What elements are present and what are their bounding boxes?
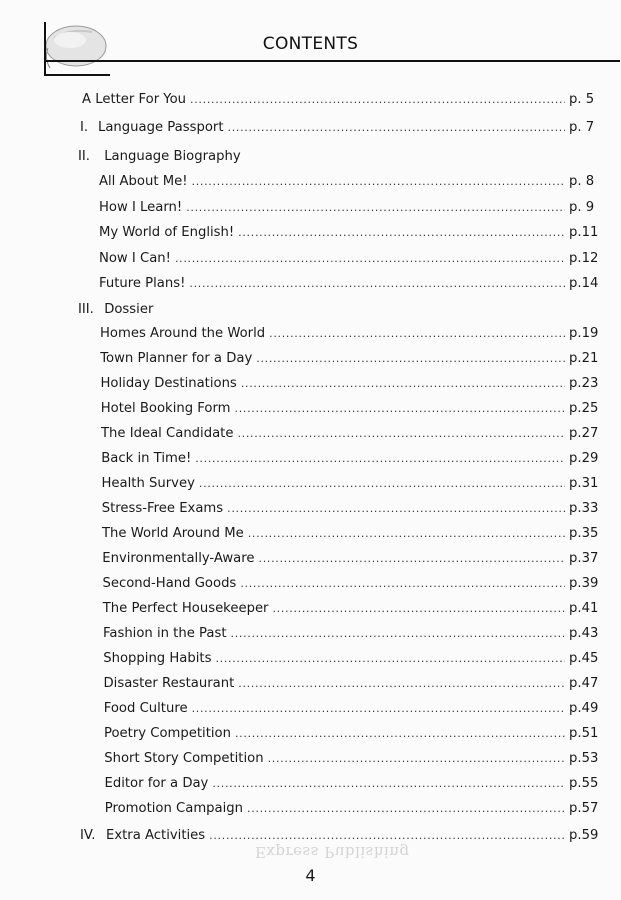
toc-entry-label: Extra Activities — [106, 828, 206, 843]
section-number: IV. — [80, 828, 96, 843]
toc-entry-label: All About Me! — [99, 174, 188, 189]
leader-dots — [237, 427, 565, 440]
toc-entry-page: p.45 — [569, 651, 599, 666]
toc-entry-page: p.11 — [569, 225, 599, 240]
leader-dots — [190, 93, 565, 106]
toc-entry-label: Homes Around the World — [100, 326, 266, 341]
section-heading-dossier — [78, 302, 153, 317]
toc-entry-label: Town Planner for a Day — [100, 351, 253, 366]
toc-entry[interactable] — [99, 225, 603, 240]
leader-dots — [199, 477, 565, 490]
toc-entry-label: Second-Hand Goods — [102, 576, 237, 591]
toc-entry-page: p.31 — [569, 476, 599, 491]
toc-entry-page: p.37 — [569, 551, 599, 566]
toc-entry-page: p.43 — [569, 626, 599, 641]
toc-entry-label: Short Story Competition — [104, 751, 264, 766]
toc-entry[interactable] — [103, 626, 603, 641]
toc-entry-page: p. 8 — [569, 174, 595, 189]
toc-entry-page: p.41 — [569, 601, 599, 616]
leader-dots — [259, 552, 565, 565]
toc-entry-page: p.51 — [569, 726, 599, 741]
toc-entry[interactable] — [101, 401, 603, 416]
toc-entry-label: Future Plans! — [99, 276, 186, 291]
toc-entry[interactable] — [102, 551, 603, 566]
toc-entry-page: p.23 — [569, 376, 599, 391]
leader-dots — [192, 702, 565, 715]
leader-dots — [189, 277, 565, 290]
toc-entry[interactable] — [102, 501, 603, 516]
leader-dots — [175, 252, 565, 265]
toc-entry-label: Promotion Campaign — [104, 801, 244, 816]
toc-entry-page: p. 7 — [569, 120, 595, 135]
toc-entry-label: Holiday Destinations — [100, 376, 237, 391]
leader-dots — [272, 602, 565, 615]
toc-entry[interactable] — [100, 351, 603, 366]
toc-entry-page: p.33 — [569, 501, 599, 516]
leader-dots — [192, 175, 565, 188]
toc-entry-label: Shopping Habits — [103, 651, 212, 666]
section-number: III. — [78, 302, 94, 317]
toc-entry-page: p.57 — [569, 801, 599, 816]
toc-entry[interactable] — [101, 451, 603, 466]
leader-dots — [240, 577, 565, 590]
toc-entry[interactable] — [103, 651, 603, 666]
publisher-watermark: Express Publishing — [255, 843, 410, 861]
toc-entry-label: The World Around Me — [102, 526, 244, 541]
toc-entry-label: A Letter For You — [82, 92, 187, 107]
toc-entry[interactable] — [104, 701, 603, 716]
leader-dots — [235, 402, 566, 415]
toc-entry-page: p.25 — [569, 401, 599, 416]
toc-entry[interactable] — [99, 174, 603, 189]
toc-entry[interactable] — [105, 776, 604, 791]
toc-entry-extra-activities[interactable] — [80, 828, 603, 843]
toc-entry[interactable] — [99, 200, 603, 215]
toc-entry[interactable] — [101, 426, 603, 441]
leader-dots — [209, 829, 565, 842]
toc-entry-label: Health Survey — [101, 476, 195, 491]
toc-entry-label: Disaster Restaurant — [103, 676, 235, 691]
toc-entry-page: p.55 — [569, 776, 599, 791]
toc-entry-page: p.21 — [569, 351, 599, 366]
leader-dots — [227, 502, 565, 515]
toc-entry[interactable] — [105, 801, 603, 816]
toc-entry-page: p.35 — [569, 526, 599, 541]
page-title: CONTENTS — [262, 34, 359, 54]
toc-entry[interactable] — [104, 751, 603, 766]
toc-entry[interactable] — [100, 326, 603, 341]
leader-dots — [186, 201, 565, 214]
section-label: Language Biography — [104, 149, 241, 164]
leader-dots — [212, 777, 565, 790]
toc-entry-label: The Perfect Housekeeper — [102, 601, 269, 616]
toc-entry-letter[interactable] — [82, 92, 603, 107]
toc-entry-page: p. 5 — [569, 92, 595, 107]
toc-entry-page: p.39 — [569, 576, 599, 591]
toc-entry[interactable] — [103, 601, 603, 616]
leader-dots — [248, 527, 565, 540]
toc-entry[interactable] — [101, 376, 604, 391]
section-number: II. — [78, 149, 90, 164]
toc-entry-page: p.19 — [569, 326, 599, 341]
toc-entry-label: Fashion in the Past — [103, 626, 227, 641]
toc-entry-label: Stress-Free Exams — [101, 501, 224, 516]
leader-dots — [247, 802, 565, 815]
leader-dots — [269, 327, 565, 340]
toc-entry-label: Poetry Competition — [104, 726, 231, 741]
toc-entry-label: Environmentally-Aware — [102, 551, 255, 566]
toc-entry[interactable] — [102, 476, 604, 491]
toc-entry-page: p.47 — [569, 676, 599, 691]
section-label: Dossier — [104, 302, 154, 317]
toc-entry[interactable] — [103, 576, 604, 591]
leader-dots — [256, 352, 565, 365]
leader-dots — [235, 727, 565, 740]
leader-dots — [231, 627, 566, 640]
toc-entry-label: Food Culture — [103, 701, 188, 716]
toc-entry-page: p. 9 — [569, 199, 595, 215]
toc-entry-page: p.53 — [569, 751, 599, 766]
toc-entry[interactable] — [102, 526, 603, 541]
toc-entry-label: Back in Time! — [101, 451, 192, 466]
toc-entry-page: p.59 — [569, 828, 599, 843]
toc-entry-label: Hotel Booking Form — [100, 401, 231, 416]
toc-entry-label: My World of English! — [99, 225, 235, 240]
leader-dots — [195, 452, 565, 465]
toc-entry-label: The Ideal Candidate — [101, 426, 234, 441]
section-number: I. — [80, 120, 89, 135]
toc-entry[interactable] — [104, 726, 603, 741]
toc-entry-page: p.29 — [569, 451, 599, 466]
leader-dots — [228, 121, 566, 134]
toc-entry-label: How I Learn! — [99, 199, 183, 215]
page-number: 4 — [305, 866, 316, 885]
toc-entry[interactable] — [99, 276, 603, 291]
toc-entry-label: Language Passport — [98, 120, 224, 135]
leader-dots — [238, 677, 565, 690]
toc-entry[interactable] — [99, 251, 603, 266]
toc-entry[interactable] — [104, 676, 604, 691]
toc-entry-page: p.27 — [569, 426, 599, 441]
leader-dots — [241, 377, 565, 390]
leader-dots — [268, 752, 565, 765]
toc-entry-page: p.12 — [569, 250, 599, 266]
leader-dots — [215, 652, 565, 665]
section-heading-biography — [78, 149, 241, 164]
leader-dots — [238, 226, 565, 239]
toc-entry-page: p.49 — [569, 701, 599, 716]
toc-entry-label: Editor for a Day — [104, 776, 209, 791]
toc-entry-page: p.14 — [569, 276, 599, 291]
toc-entry-passport[interactable] — [80, 120, 603, 135]
toc-entry-label: Now I Can! — [99, 250, 171, 266]
